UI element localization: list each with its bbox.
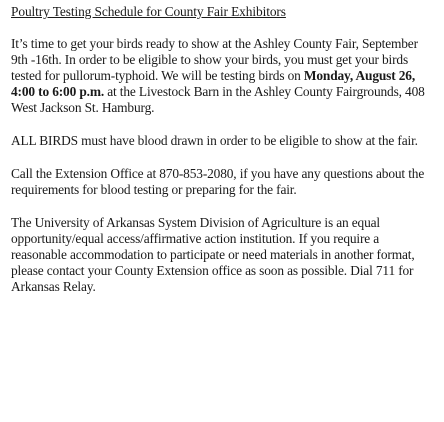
intro-lead-text: It’s time to get your birds ready to show at the Ashley County Fair, September 9th -16th. In order to be eligible to show your birds, you must get your birds tested for pullorum-typhoid. We will be testing birds on (11, 36, 418, 83)
document-title: Poultry Testing Schedule for County Fair Exhibitors (11, 4, 286, 19)
paragraph-blood-requirement: ALL BIRDS must have blood drawn in order to be eligible to show at the fair. (11, 133, 418, 148)
paragraph-contact: Call the Extension Office at 870-853-2080, if you have any questions about the requirements for blood testing or preparing for the fair. (11, 166, 425, 197)
paragraph-intro (11, 36, 436, 116)
paragraph-equal-opportunity: The University of Arkansas System Division of Agriculture is an equal opportunity/equal access/affirmative action institution. If you require a reasonable accommodation to participate or need materials in another format, please contact your County Extension office as soon as possible. Dial 711 for Arkansas Relay. (11, 215, 415, 294)
testing-date-text: Monday, August 26, 4:00 to 6:00 p.m. (11, 68, 416, 99)
intro-location-text: at the Livestock Barn in the Ashley County Fairgrounds, 408 West Jackson St. Hamburg. (11, 84, 425, 115)
document-body (11, 4, 436, 312)
